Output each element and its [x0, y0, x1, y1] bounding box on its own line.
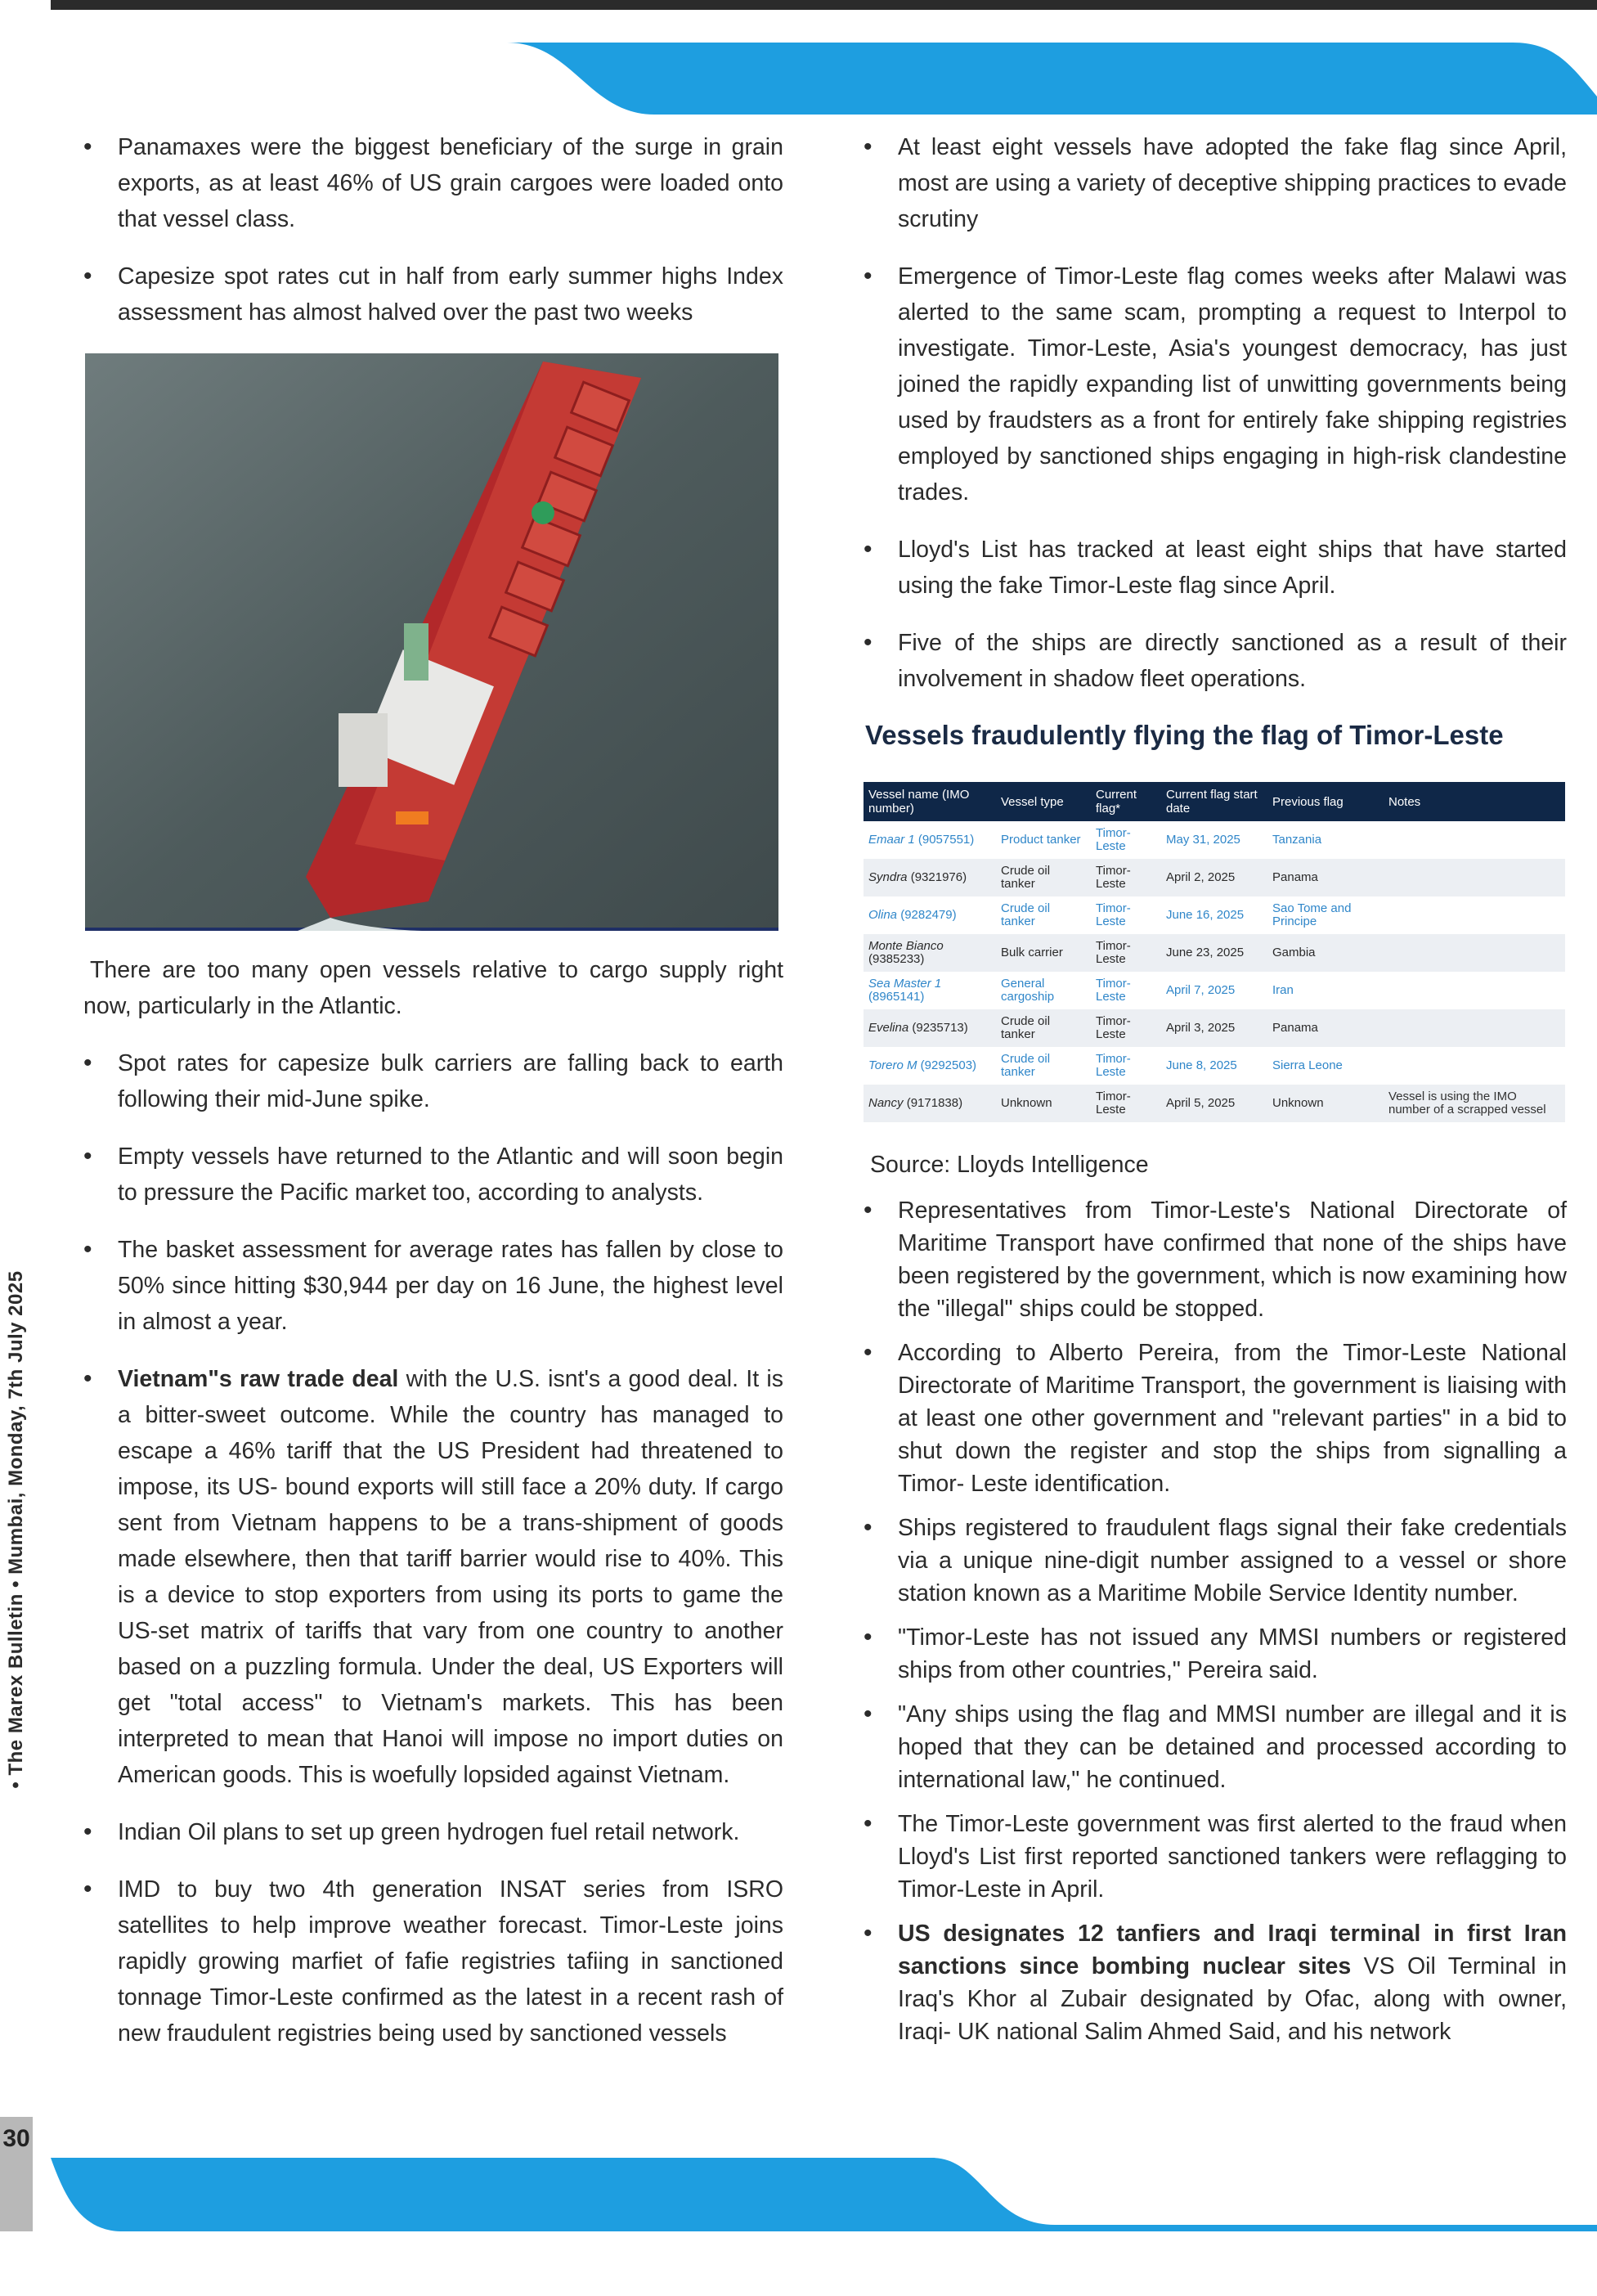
cell-start-date: April 2, 2025	[1161, 859, 1267, 896]
list-item: • Emergence of Timor-Leste flag comes weeks after Malawi was alerted to the same scam, prompting a request to Interpol to investigate. Timor-Leste, Asia's youngest democracy, has just joined the rapidly expanding list of unwitting governments being used by fraudsters as a front for entirely fake shipping registries employed by sanctioned ships engaging in high-risk clandestine trades.	[864, 258, 1567, 510]
cell-current-flag: Timor-Leste	[1091, 859, 1161, 896]
right-column-top	[864, 129, 1567, 697]
table-row	[864, 934, 1565, 972]
column-header: Vessel type	[996, 782, 1091, 821]
list-item: • Panamaxes were the biggest beneficiary of the surge in grain exports, as at least 46% of US grain cargoes were loaded onto that vessel class.	[83, 129, 783, 237]
iran-text: VS Oil Terminal in Iraq's Khor al Zubair designated by Ofac, along with owner, Iraqi- UK national Salim Ahmed Said, and his network	[898, 1953, 1567, 2045]
intro-paragraph: There are too many open vessels relative to cargo supply right now, particularly in the Atlantic.	[83, 957, 783, 1019]
table-row	[864, 821, 1565, 859]
cell-vessel-name	[864, 1009, 996, 1047]
cell-vessel-name	[864, 821, 996, 859]
vessel-name: Torero M	[868, 1058, 917, 1072]
list-item: • Five of the ships are directly sanctioned as a result of their involvement in shadow fleet operations.	[864, 625, 1567, 697]
cell-current-flag: Timor-Leste	[1091, 1085, 1161, 1122]
cell-vessel-name	[864, 896, 996, 934]
table-row	[864, 972, 1565, 1009]
cell-notes	[1384, 1047, 1565, 1085]
list-item: • "Any ships using the flag and MMSI number are illegal and it is hoped that they can be detained and processed according to international law," he continued.	[864, 1698, 1567, 1796]
cell-vessel-type: Crude oil tanker	[1001, 1052, 1051, 1079]
vietnam-text: with the U.S. isnt's a good deal. It is a bitter-sweet outcome. While the country has managed to escape a 46% tariff that the US President had threatened to impose, its US- bound exports will still face a 20% duty. If cargo sent from Vietnam happens to be a trans-shipment of goods made elsewhere, then that tariff barrier would rise to 40%. This is a device to stop exporters from using its ports to game the US-set matrix of tariffs that vary from one country to another based on a puzzling formula. Under the deal, US Exporters will get "total access" to Vietnam's markets. This has been interpreted to mean that Hanoi will impose no import duties on American goods. This is woefully lopsided against Vietnam.	[118, 1366, 783, 1788]
vessel-imo: (9282479)	[900, 908, 957, 922]
cell-start-date: June 8, 2025	[1166, 1058, 1237, 1072]
vessels-table	[864, 782, 1565, 1122]
cell-start-date: May 31, 2025	[1166, 833, 1240, 847]
bulk-carrier-ship-photo	[85, 353, 778, 931]
cell-notes: Vessel is using the IMO number of a scrapped vessel	[1384, 1085, 1565, 1122]
cell-start-date: June 23, 2025	[1161, 934, 1267, 972]
vessel-imo: (9057551)	[917, 833, 975, 847]
cell-current-flag: Timor-Leste	[1091, 934, 1161, 972]
cell-vessel-name	[864, 859, 996, 896]
column-header: Notes	[1384, 782, 1565, 821]
vessel-name: Monte Bianco	[868, 939, 944, 953]
cell-vessel-type: General cargoship	[1001, 977, 1055, 1004]
column-header: Current flag*	[1091, 782, 1161, 821]
vessel-name: Sea Master 1	[868, 977, 942, 991]
cell-start-date: June 16, 2025	[1166, 908, 1245, 922]
table-row	[864, 1009, 1565, 1047]
cell-previous-flag: Tanzania	[1272, 833, 1322, 847]
cell-previous-flag: Panama	[1267, 859, 1384, 896]
list-item: • Representatives from Timor-Leste's National Directorate of Maritime Transport have confirmed that none of the ships have been registered by the government, which is now examining how the "illegal" ships could be stopped.	[864, 1194, 1567, 1325]
vessel-imo: (9385233)	[868, 952, 925, 966]
cell-vessel-name	[864, 934, 996, 972]
vessel-name: Evelina	[868, 1021, 909, 1035]
cell-notes	[1384, 934, 1565, 972]
vessel-name: Olina	[868, 908, 898, 922]
list-item: • The basket assessment for average rates has fallen by close to 50% since hitting $30,944 per day on 16 June, the highest level in almost a year.	[83, 1232, 783, 1340]
table-row	[864, 859, 1565, 896]
vessel-name: Emaar 1	[868, 833, 915, 847]
list-item: • Lloyd's List has tracked at least eight ships that have started using the fake Timor-Leste flag since April.	[864, 532, 1567, 604]
table-title: Vessels fraudulently flying the flag of Timor-Leste	[865, 720, 1504, 750]
top-blue-banner	[0, 39, 1597, 121]
cell-previous-flag: Sao Tome and Principe	[1272, 901, 1352, 928]
vessel-imo: (9292503)	[920, 1058, 977, 1072]
cell-vessel-type: Bulk carrier	[996, 934, 1091, 972]
cell-current-flag: Timor-Leste	[1096, 826, 1131, 853]
cell-vessel-type: Crude oil tanker	[996, 859, 1091, 896]
cell-previous-flag: Gambia	[1267, 934, 1384, 972]
table-row	[864, 1047, 1565, 1085]
table-row	[864, 1085, 1565, 1122]
list-item: • Empty vessels have returned to the Atlantic and will soon begin to pressure the Pacific market too, according to analysts.	[83, 1139, 783, 1211]
page-number: 30	[2, 2125, 30, 2152]
table-source: Source: Lloyds Intelligence	[870, 1152, 1149, 1178]
cell-vessel-name	[864, 1085, 996, 1122]
cell-notes	[1384, 1009, 1565, 1047]
vietnam-headline: Vietnam"s raw trade deal	[118, 1366, 399, 1392]
list-item: • Indian Oil plans to set up green hydrogen fuel retail network.	[83, 1814, 783, 1850]
cell-start-date: April 3, 2025	[1161, 1009, 1267, 1047]
cell-previous-flag: Panama	[1267, 1009, 1384, 1047]
cell-vessel-name	[864, 972, 996, 1009]
column-header: Current flag start date	[1161, 782, 1267, 821]
cell-notes	[1384, 859, 1565, 896]
list-item: • The Timor-Leste government was first alerted to the fraud when Lloyd's List first reported sanctioned tankers were reflagging to Timor-Leste in April.	[864, 1808, 1567, 1906]
cell-current-flag: Timor-Leste	[1096, 901, 1131, 928]
vessel-imo: (9235713)	[912, 1021, 968, 1035]
table-header-row	[864, 782, 1565, 821]
vessel-name: Nancy	[868, 1096, 904, 1110]
cell-previous-flag: Sierra Leone	[1272, 1058, 1343, 1072]
cell-previous-flag: Iran	[1272, 983, 1294, 997]
column-header: Vessel name (IMO number)	[864, 782, 996, 821]
cell-notes	[1384, 821, 1565, 859]
iran-headline: US designates 12 tanfiers and Iraqi terminal in first Iran sanctions since bombing nuclear sites	[898, 1921, 1567, 1979]
cell-start-date: April 5, 2025	[1161, 1085, 1267, 1122]
vessel-imo: (9321976)	[910, 870, 967, 884]
cell-vessel-type: Crude oil tanker	[1001, 901, 1051, 928]
left-column-top	[83, 129, 783, 330]
list-item: • "Timor-Leste has not issued any MMSI numbers or registered ships from other countries," Pereira said.	[864, 1621, 1567, 1687]
cell-notes	[1384, 896, 1565, 934]
cell-notes	[1384, 972, 1565, 1009]
vietnam-item	[83, 1361, 783, 1793]
top-dark-bar	[51, 0, 1597, 10]
cell-current-flag: Timor-Leste	[1096, 1052, 1131, 1079]
iran-item	[864, 1917, 1567, 2048]
list-item: • IMD to buy two 4th generation INSAT series from ISRO satellites to help improve weather forecast. Timor-Leste joins rapidly growing marfiet of fafie registries tafiing in sanctioned tonnage Timor-Leste confirmed as the latest in a recent rash of new fraudulent registries being used by sanctioned vessels	[83, 1871, 783, 2051]
list-item: • Ships registered to fraudulent flags signal their fake credentials via a unique nine-digit number assigned to a vessel or shore station known as a Maritime Mobile Service Identity number.	[864, 1512, 1567, 1610]
cell-vessel-type: Crude oil tanker	[996, 1009, 1091, 1047]
cell-vessel-type: Unknown	[996, 1085, 1091, 1122]
list-item: • Capesize spot rates cut in half from early summer highs Index assessment has almost halved over the past two weeks	[83, 258, 783, 330]
left-column-body	[83, 952, 783, 2051]
column-header: Previous flag	[1267, 782, 1384, 821]
vessel-imo: (8965141)	[868, 990, 925, 1004]
list-item: • At least eight vessels have adopted the fake flag since April, most are using a variety of deceptive shipping practices to evade scrutiny	[864, 129, 1567, 237]
vessel-name: Syndra	[868, 870, 908, 884]
cell-vessel-name	[864, 1047, 996, 1085]
cell-current-flag: Timor-Leste	[1091, 1009, 1161, 1047]
list-item: • According to Alberto Pereira, from the Timor-Leste National Directorate of Maritime Transport, the government is liaising with at least one other government and "relevant parties" in a bid to shut down the register and stop the ships from signalling a Timor- Leste identification.	[864, 1337, 1567, 1500]
table-row	[864, 896, 1565, 934]
list-item: • Spot rates for capesize bulk carriers are falling back to earth following their mid-June spike.	[83, 1045, 783, 1117]
cell-current-flag: Timor-Leste	[1096, 977, 1131, 1004]
right-column-body	[864, 1194, 1567, 2048]
cell-vessel-type: Product tanker	[1001, 833, 1081, 847]
vessel-imo: (9171838)	[906, 1096, 963, 1110]
cell-start-date: April 7, 2025	[1166, 983, 1236, 997]
cell-previous-flag: Unknown	[1267, 1085, 1384, 1122]
bottom-blue-banner	[0, 2150, 1597, 2240]
